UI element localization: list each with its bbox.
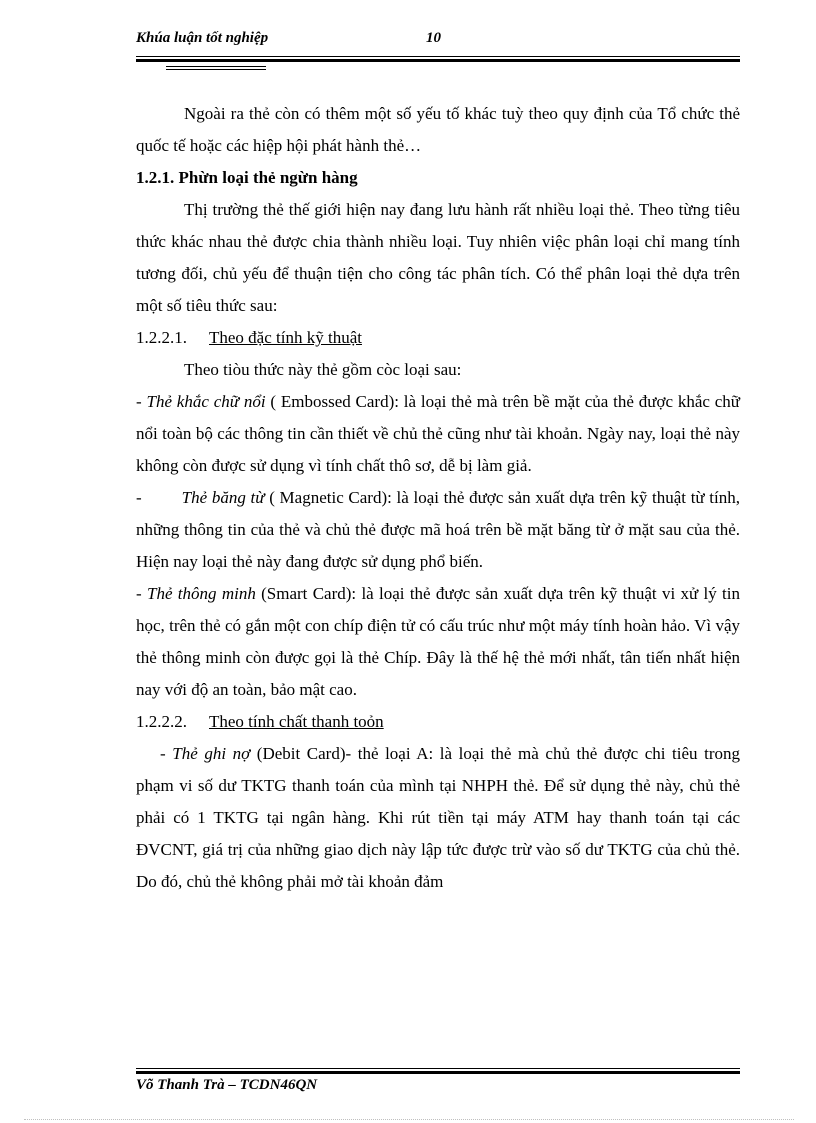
desc-debit: (Debit Card)- thẻ loại A: là loại thẻ mà chủ thẻ được chi tiêu trong phạm vi số dư TKTG thanh toán của mình tại NHPH thẻ. Để sử dụng thẻ này, chủ thẻ phải có 1 TKTG tại ngân hàng. Khi rút tiền tại máy ATM hay thanh toán tại các ĐVCNT, giá trị của những giao dịch này lập tức được trừ vào số dư TKTG của chủ thẻ. Do đó, chủ thẻ không phải mở tài khoản đảm — [136, 744, 740, 891]
page-footer: Võ Thanh Trà – TCDN46QN — [136, 1077, 318, 1093]
header-title: Khúa luận tốt nghiệp — [136, 30, 269, 46]
subsection-heading-1-2-2-1 — [136, 322, 740, 354]
header-rule-short-1 — [166, 66, 266, 67]
header-rule-short-2 — [166, 69, 266, 70]
header-rule-thick — [136, 59, 740, 62]
subsection-number: 1.2.2.1. — [136, 328, 187, 347]
paragraph-criteria: Theo tiòu thức này thẻ gồm còc loại sau: — [184, 360, 462, 379]
desc-embossed: ( Embossed Card): là loại thẻ mà trên bề mặt của thẻ được khắc chữ nổi toàn bộ các thông tin cần thiết về chủ thẻ cũng như tài khoản. Ngày nay, loại thẻ này không còn được sử dụng vì tính chất thô sơ, dễ bị làm giả. — [136, 392, 740, 475]
list-item-magnetic — [136, 482, 740, 578]
subsection-heading-1-2-2-2 — [136, 706, 740, 738]
list-item-smart — [136, 578, 740, 706]
term-debit: Thẻ ghi nợ — [172, 744, 251, 763]
list-item-debit — [136, 738, 740, 898]
section-heading-1-2-1: 1.2.1. Phừn loại thẻ ngừn hàng — [136, 168, 358, 187]
term-magnetic: Thẻ băng từ — [181, 488, 265, 507]
page-number: 10 — [426, 30, 441, 46]
term-embossed: Thẻ khắc chữ nổi — [146, 392, 266, 411]
term-smart: Thẻ thông minh — [146, 584, 256, 603]
paragraph-market: Thị trường thẻ thế giới hiện nay đang lưu hành rất nhiều loại thẻ. Theo từng tiêu thức khác nhau thẻ được chia thành nhiều loại. Tuy nhiên việc phân loại chỉ mang tính tương đối, chủ yếu để thuận tiện cho công tác phân tích. Có thể phân loại thẻ dựa trên một số tiêu thức sau: — [136, 200, 740, 315]
subsection-title: Theo tính chất thanh toỏn — [209, 712, 384, 731]
subsection-number: 1.2.2.2. — [136, 712, 187, 731]
bullet-dash: - — [136, 488, 142, 507]
footer-rule-thick — [136, 1071, 740, 1074]
page-bottom-dotted-line — [24, 1119, 794, 1120]
desc-smart: (Smart Card): là loại thẻ được sản xuất dựa trên kỹ thuật vi xử lý tin học, trên thẻ có gắn một con chíp điện tử có cấu trúc như một máy tính hoàn hảo. Vì vậy thẻ thông minh còn được gọi là thẻ Chíp. Đây là thế hệ thẻ mới nhất, tân tiến nhất hiện nay với độ an toàn, bảo mật cao. — [136, 584, 740, 699]
bullet-dash: - — [136, 392, 147, 411]
header-rule-thin — [136, 56, 740, 57]
list-item-embossed — [136, 386, 740, 482]
paragraph-intro: Ngoài ra thẻ còn có thêm một số yếu tố khác tuỳ theo quy định của Tổ chức thẻ quốc tế hoặc các hiệp hội phát hành thẻ… — [136, 104, 740, 155]
body-text — [136, 98, 740, 898]
page-header — [136, 30, 740, 50]
footer-rule-thin — [136, 1068, 740, 1069]
bullet-dash: - — [136, 584, 147, 603]
desc-magnetic: ( Magnetic Card): là loại thẻ được sản xuất dựa trên kỹ thuật từ tính, những thông tin của thẻ và chủ thẻ được mã hoá trên bề mặt băng từ ở mặt sau của thẻ. Hiện nay loại thẻ này đang được sử dụng phổ biến. — [136, 488, 741, 571]
subsection-title: Theo đặc tính kỹ thuật — [209, 328, 362, 347]
bullet-dash: - — [160, 744, 173, 763]
